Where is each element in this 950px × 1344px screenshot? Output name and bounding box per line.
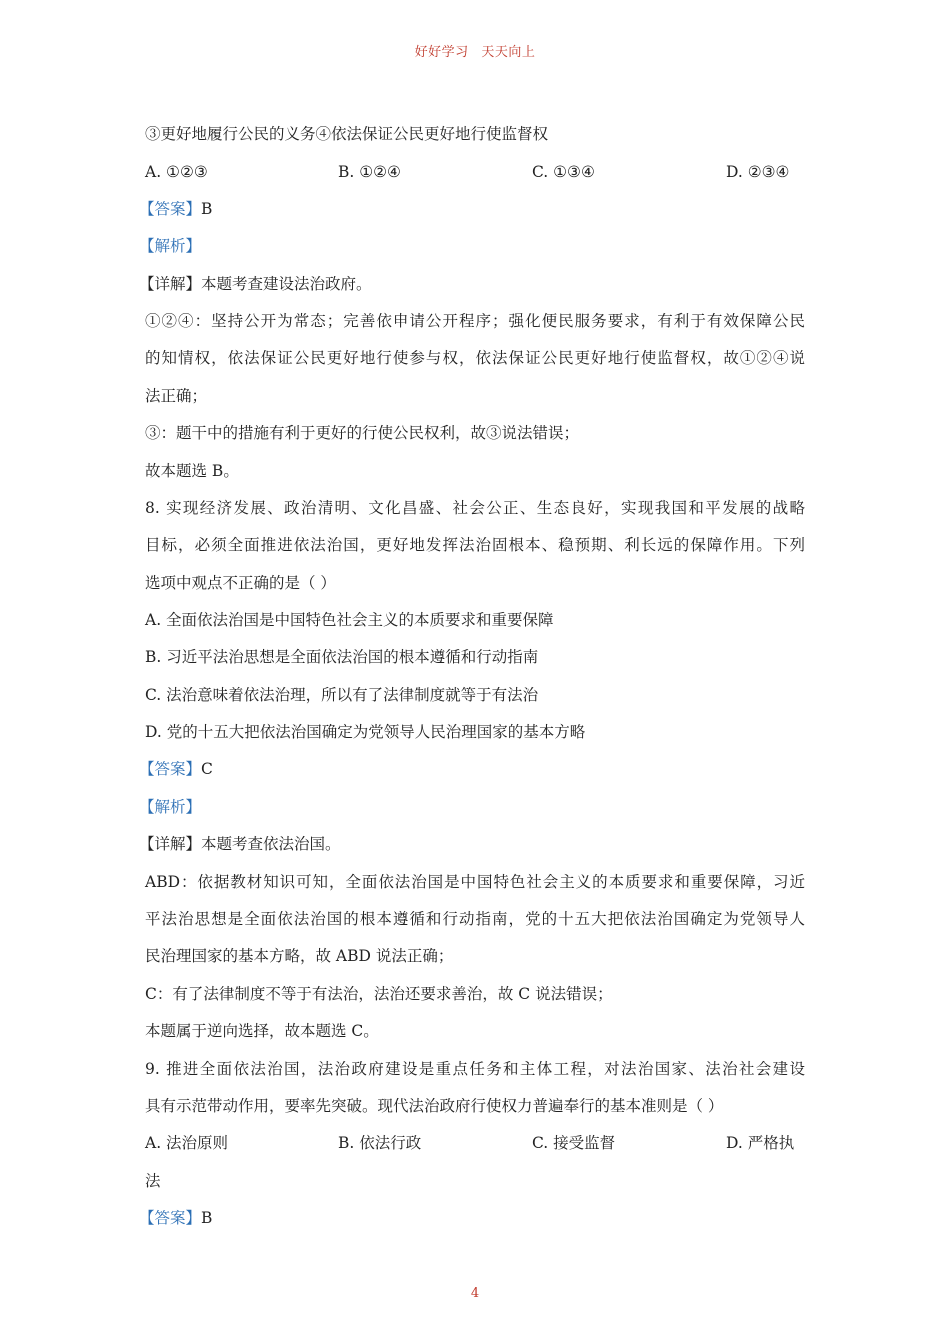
detail-text: 本题考查依法治国。 (201, 835, 341, 853)
q9-option-d: D. 严格执 (726, 1134, 795, 1152)
q7-detail-line-4: ③：题干中的措施有利于更好的行使公民权利，故③说法错误； (145, 424, 580, 442)
answer-tag: 【答案】 (139, 1209, 202, 1227)
q8-detail-line-3: 民治理国家的基本方略，故 ABD 说法正确； (145, 947, 454, 965)
q8-option-c: C. 法治意味着依法治理，所以有了法律制度就等于有法治 (145, 686, 539, 704)
answer-value: B (201, 200, 213, 218)
detail-tag: 【详解】 (139, 835, 202, 853)
q7-option-a: A. ①②③ (145, 163, 208, 181)
answer-tag: 【答案】 (139, 760, 202, 778)
q7-detail-line-1: ①②④：坚持公开为常态；完善依申请公开程序；强化便民服务要求，有利于有效保障公民 (145, 312, 805, 330)
answer-tag: 【答案】 (139, 200, 202, 218)
q9-option-d-wrap: 法 (145, 1172, 161, 1190)
answer-value: C (201, 760, 213, 778)
q8-detail (139, 834, 341, 854)
detail-tag: 【详解】 (139, 275, 202, 293)
q8-option-a: A. 全面依法治国是中国特色社会主义的本质要求和重要保障 (145, 611, 554, 629)
detail-text: 本题考查建设法治政府。 (201, 275, 372, 293)
q7-detail-line-2: 的知情权，依法保证公民更好地行使参与权，依法保证公民更好地行使监督权，故①②④说 (145, 349, 805, 367)
q7-analysis-tag: 【解析】 (139, 237, 202, 255)
q7-option-b: B. ①②④ (338, 163, 401, 181)
q7-detail-line-5: 故本题选 B。 (145, 462, 239, 480)
q8-stem-line-2: 目标，必须全面推进依法治国，更好地发挥法治固根本、稳预期、利长远的保障作用。下列 (145, 536, 805, 554)
q8-answer (139, 759, 213, 779)
header-right-text: 天天向上 (481, 45, 536, 60)
page-header (0, 41, 950, 60)
q7-detail (139, 274, 372, 294)
q9-option-c: C. 接受监督 (532, 1134, 616, 1152)
q8-stem-line-3: 选项中观点不正确的是（ ） (145, 574, 336, 592)
answer-value: B (201, 1209, 213, 1227)
page-number: 4 (470, 1286, 480, 1301)
q7-answer (139, 199, 212, 219)
q8-detail-line-4: C：有了法律制度不等于有法治，法治还要求善治，故 C 说法错误； (145, 985, 613, 1003)
q7-option-c: C. ①③④ (532, 163, 595, 181)
q8-stem-line-1: 8. 实现经济发展、政治清明、文化昌盛、社会公正、生态良好，实现我国和平发展的战略 (145, 499, 805, 517)
q9-answer (139, 1208, 212, 1228)
q8-detail-line-2: 平法治思想是全面依法治国的根本遵循和行动指南，党的十五大把依法治国确定为党领导人 (145, 910, 805, 928)
q8-detail-line-1: ABD：依据教材知识可知，全面依法治国是中国特色社会主义的本质要求和重要保障，习近 (145, 873, 805, 891)
q9-stem-line-1: 9. 推进全面依法治国，法治政府建设是重点任务和主体工程，对法治国家、法治社会建设 (145, 1060, 805, 1078)
q8-option-d: D. 党的十五大把依法治国确定为党领导人民治理国家的基本方略 (145, 723, 586, 741)
q7-options-row (145, 162, 810, 182)
q8-detail-line-5: 本题属于逆向选择，故本题选 C。 (145, 1022, 379, 1040)
q9-options-row (145, 1133, 810, 1153)
header-left-text: 好好学习 (414, 45, 469, 60)
q8-analysis-tag: 【解析】 (139, 798, 202, 816)
q9-option-a: A. 法治原则 (145, 1134, 229, 1152)
q7-stem-continuation: ③更好地履行公民的义务④依法保证公民更好地行使监督权 (145, 125, 549, 143)
q7-option-d: D. ②③④ (726, 163, 790, 181)
q9-option-b: B. 依法行政 (338, 1134, 422, 1152)
q8-option-b: B. 习近平法治思想是全面依法治国的根本遵循和行动指南 (145, 648, 539, 666)
q7-detail-line-3: 法正确； (145, 387, 208, 405)
q9-stem-line-2: 具有示范带动作用，要率先突破。现代法治政府行使权力普遍奉行的基本准则是（ ） (145, 1097, 724, 1115)
